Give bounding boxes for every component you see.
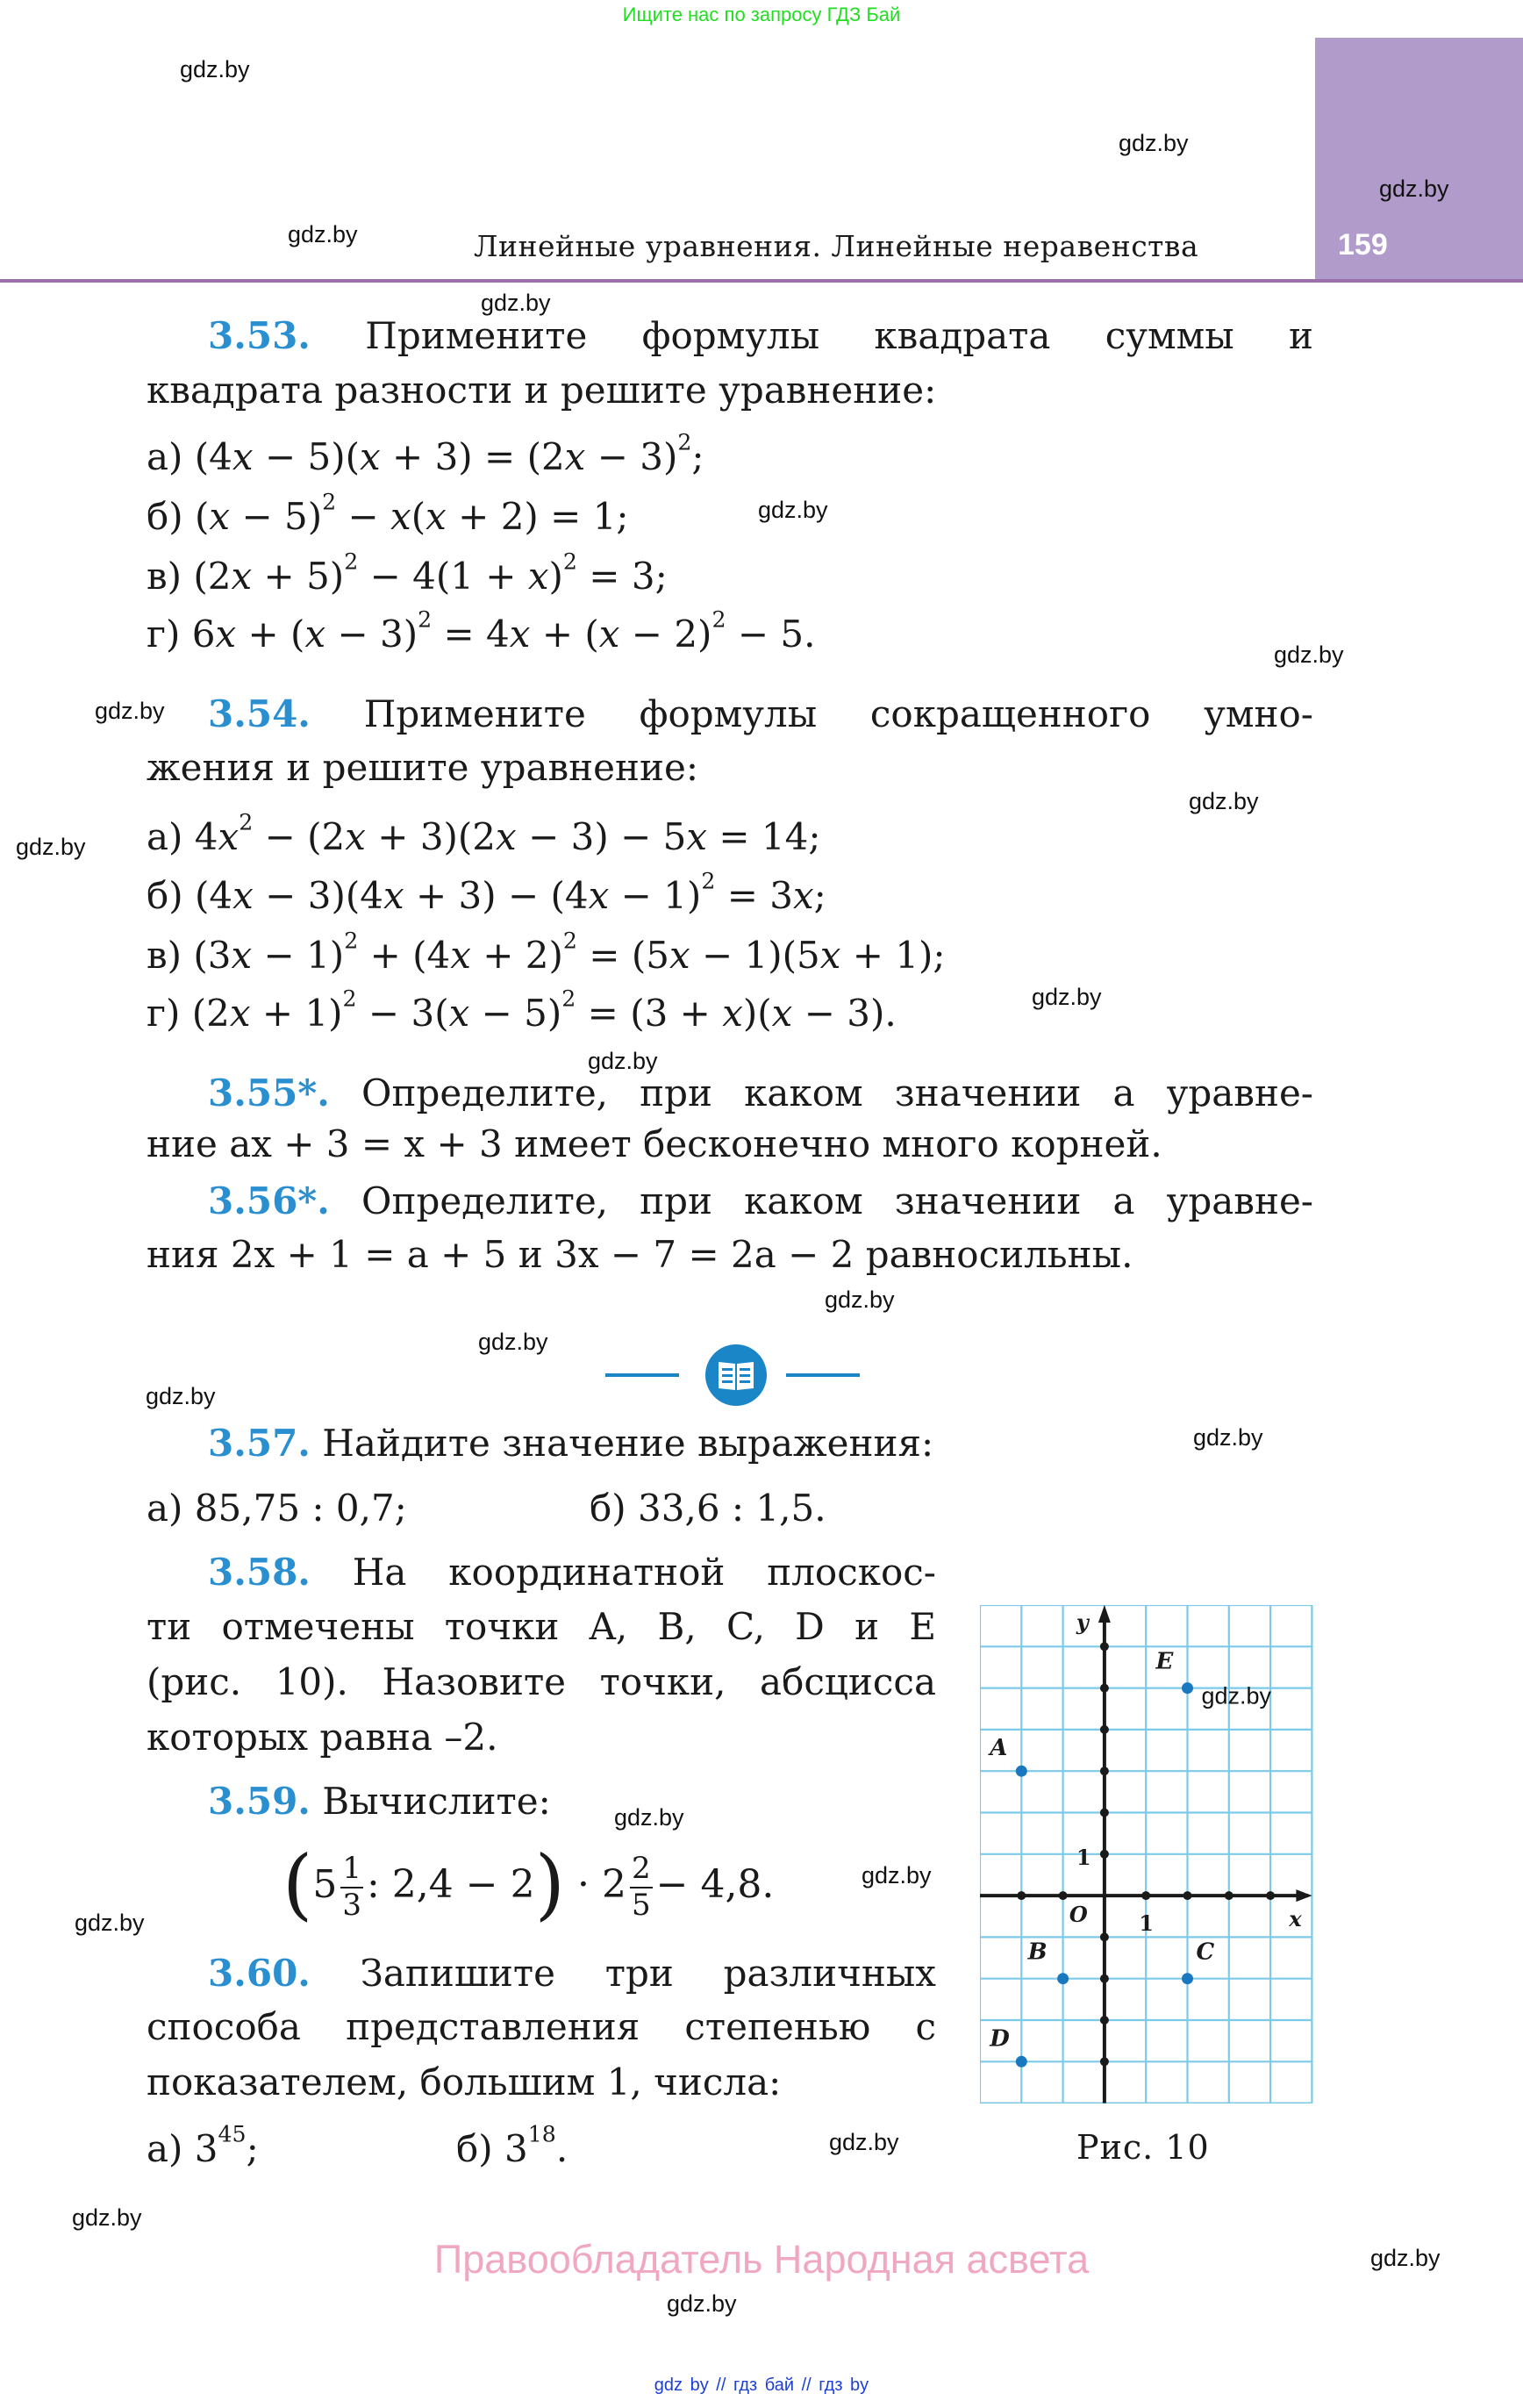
exercise-text: жения и решите уравнение:	[147, 746, 699, 789]
exercise-number: 3.58.	[208, 1551, 311, 1594]
fraction: $\frac{1}{3}$	[342, 1850, 361, 1923]
exercise-text: ния 2x + 1 = a + 5 и 3x − 7 = 2a − 2 равносильны.	[147, 1233, 1133, 1276]
item-label: в)	[147, 934, 182, 977]
exercise-number: 3.60.	[208, 1952, 311, 1995]
divider-line	[605, 1373, 679, 1377]
svg-text:C: C	[1196, 1939, 1215, 1966]
exercise-text: ние ax + 3 = x + 3 имеет бесконечно много корней.	[147, 1122, 1162, 1165]
exercise-3-59-heading	[208, 1780, 551, 1823]
svg-text:1: 1	[1076, 1844, 1091, 1870]
watermark: gdz.by	[146, 1383, 216, 1409]
watermark: gdz.by	[588, 1048, 658, 1074]
equation-item: г) $6x + (x - 3)^2 = 4x + (x - 2)^2 - 5$.	[147, 606, 816, 656]
top-banner: Ищите нас по запросу ГДЗ Бай	[622, 4, 901, 25]
running-header-title: Линейные уравнения. Линейные неравенства	[474, 229, 1199, 263]
watermark: gdz.by	[1379, 176, 1449, 202]
watermark: gdz.by	[478, 1329, 548, 1355]
figure-caption: Рис. 10	[1076, 2128, 1210, 2167]
svg-text:y: y	[1076, 1609, 1089, 1635]
expression-item	[147, 1487, 407, 1530]
coordinate-plane-figure	[980, 1605, 1313, 2103]
exercise-text: (рис. 10). Назовите точки, абсцисса	[147, 1660, 936, 1703]
exercise-3-53-heading	[208, 314, 1313, 357]
header-rule	[0, 279, 1523, 283]
item-label: б)	[590, 1487, 626, 1530]
watermark: gdz.by	[862, 1862, 932, 1888]
page-number: 159	[1338, 228, 1388, 262]
expression-item	[590, 1487, 826, 1530]
exercise-3-57-heading	[208, 1422, 934, 1465]
exercise-text: Примените формулы квадрата суммы и	[365, 314, 1313, 357]
watermark: gdz.by	[16, 834, 86, 860]
coordinate-grid	[980, 1605, 1313, 2103]
copyright-notice: Правообладатель Народная асвета	[433, 2237, 1090, 2282]
exercise-text: Определите, при каком значении a уравне-	[361, 1071, 1313, 1114]
exercise-number: 3.59.	[208, 1780, 311, 1823]
exercise-number: 3.55*.	[208, 1071, 330, 1114]
equation-item: б) $(4x - 3)(4x + 3) - (4x - 1)^2 = 3x$;	[147, 868, 826, 917]
item-label: б)	[147, 495, 183, 538]
watermark: gdz.by	[481, 290, 551, 316]
power-item: а) $3^{45}$;	[147, 2121, 259, 2170]
exercise-number: 3.54.	[208, 692, 311, 735]
watermark: gdz.by	[825, 1286, 895, 1313]
svg-text:gdz.by: gdz.by	[1201, 1682, 1272, 1709]
watermark: gdz.by	[72, 2204, 142, 2231]
exercise-number: 3.56*.	[208, 1179, 330, 1222]
item-label: в)	[147, 555, 182, 598]
equation-item: г) $(2x + 1)^2 - 3(x - 5)^2 = (3 + x)(x - 3)$.	[147, 985, 897, 1035]
equation-item: а) $4x^2 - (2x + 3)(2x - 3) - 5x = 14$;	[147, 809, 821, 858]
exercise-text: Найдите значение выражения:	[322, 1422, 934, 1465]
exercise-text: показателем, большим 1, числа:	[147, 2060, 782, 2103]
item-expr: 33,6 : 1,5.	[638, 1487, 826, 1530]
exercise-text: квадрата разности и решите уравнение:	[147, 369, 937, 412]
exercise-3-56-heading	[208, 1179, 1313, 1222]
exercise-text: которых равна –2.	[147, 1716, 498, 1759]
watermark: gdz.by	[1189, 788, 1259, 814]
equation-item: б) $(x - 5)^2 - x(x + 2) = 1$;	[147, 489, 629, 538]
exercise-3-54-heading	[208, 692, 1313, 735]
exercise-number: 3.53.	[208, 314, 311, 357]
item-label: г)	[147, 613, 181, 656]
item-label: а)	[147, 815, 183, 858]
fraction: $\frac{2}{5}$	[631, 1850, 651, 1923]
item-label: а)	[147, 1487, 183, 1530]
watermark: gdz.by	[75, 1910, 145, 1936]
watermark: gdz.by	[288, 221, 358, 247]
equation-item: в) $(3x - 1)^2 + (4x + 2)^2 = (5x - 1)(5x + 1)$;	[147, 928, 946, 977]
exercise-text: На координатной плоскос-	[352, 1551, 936, 1594]
exercise-text: Запишите три различных	[360, 1952, 936, 1995]
svg-text:1: 1	[1139, 1910, 1154, 1937]
exercise-3-55-heading	[208, 1071, 1313, 1114]
watermark: gdz.by	[1119, 130, 1189, 156]
footer-links[interactable]: gdz by // гдз бай // гдз by	[654, 2376, 869, 2395]
section-divider	[605, 1344, 860, 1406]
exercise-text: Примените формулы сокращенного умно-	[363, 692, 1313, 735]
compute-expression: (5 $\frac{1}{3}$ : 2,4 − 2) · 2 $\frac{2}{5}$ − 4,8.	[282, 1838, 775, 1929]
exercise-text: способа представления степенью с	[147, 2005, 936, 2048]
watermark: gdz.by	[1274, 641, 1344, 668]
equation-item: в) $(2x + 5)^2 - 4(1 + x)^2 = 3$;	[147, 548, 668, 598]
watermark: gdz.by	[1193, 1424, 1263, 1451]
exercise-text: Вычислите:	[322, 1780, 551, 1823]
exercise-text: ти отмечены точки A, B, C, D и E	[147, 1605, 936, 1648]
svg-text:E: E	[1155, 1648, 1174, 1675]
exercise-3-60-heading	[208, 1952, 936, 1995]
item-label: г)	[147, 992, 181, 1035]
watermark: gdz.by	[758, 497, 828, 523]
svg-text:D: D	[990, 2025, 1010, 2053]
watermark: gdz.by	[829, 2129, 899, 2155]
watermark: gdz.by	[95, 698, 165, 724]
exercise-number: 3.57.	[208, 1422, 311, 1465]
watermark: gdz.by	[614, 1804, 684, 1831]
watermark: gdz.by	[667, 2290, 737, 2317]
book-icon	[705, 1344, 767, 1406]
exercise-text: Определите, при каком значении a уравне-	[361, 1179, 1313, 1222]
svg-text:O: O	[1069, 1902, 1088, 1928]
item-label: б)	[147, 874, 183, 917]
svg-text:A: A	[990, 1735, 1008, 1762]
divider-line	[786, 1373, 860, 1377]
exercise-3-58-heading	[208, 1551, 936, 1594]
item-expr: 85,75 : 0,7;	[194, 1487, 407, 1530]
item-label: а)	[147, 435, 183, 478]
watermark: gdz.by	[1032, 984, 1102, 1010]
equation-item: а) $(4x - 5)(x + 3) = (2x - 3)^2$;	[147, 429, 704, 478]
power-item: б) $3^{18}$.	[456, 2121, 568, 2170]
svg-text:B: B	[1027, 1939, 1048, 1966]
watermark: gdz.by	[1370, 2245, 1441, 2271]
watermark: gdz.by	[180, 56, 250, 82]
svg-text:x: x	[1289, 1906, 1302, 1932]
